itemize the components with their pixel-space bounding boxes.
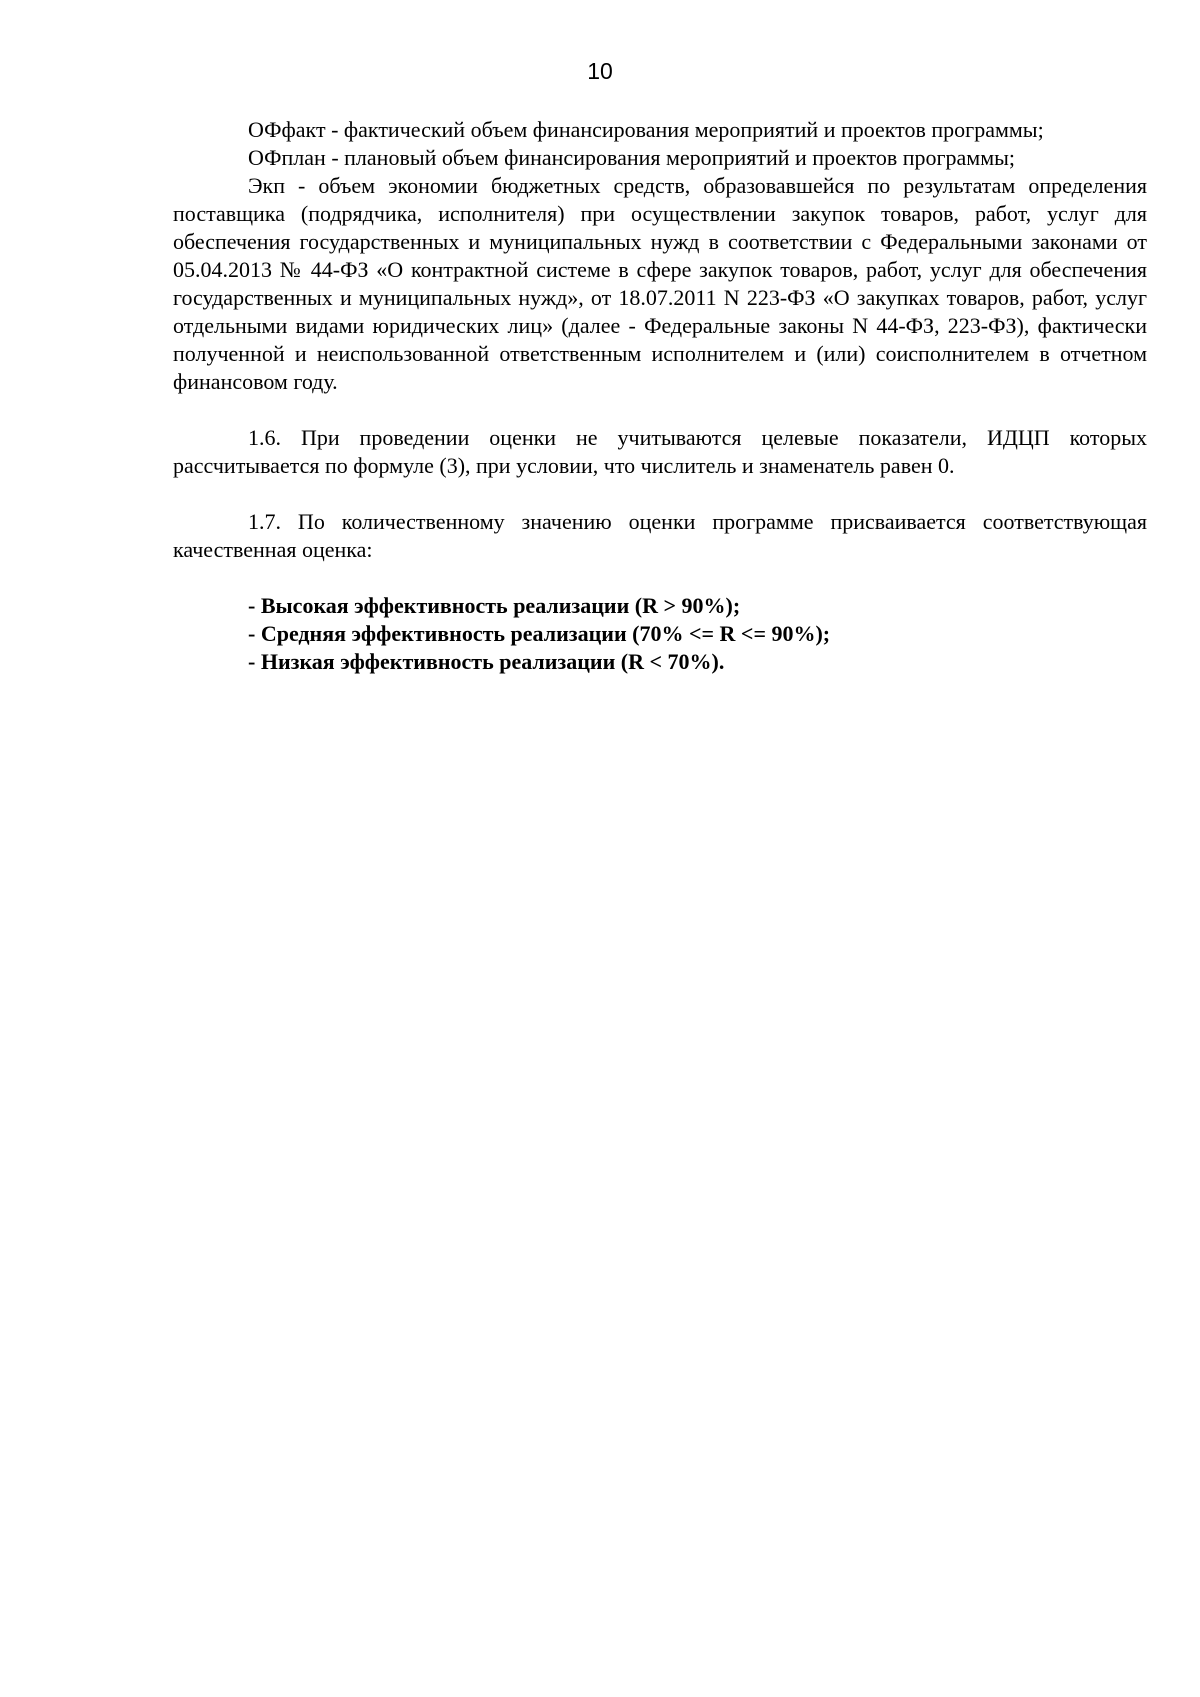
ratings-list: [173, 592, 1147, 676]
document-body: [173, 116, 1147, 676]
clause-1-7: 1.7. По количественному значению оценки программе присваивается соответствующая качественная оценка:: [173, 509, 1147, 562]
definition-ofplan: ОФплан - плановый объем финансирования мероприятий и проектов программы;: [248, 145, 1016, 170]
clause-1-6: 1.6. При проведении оценки не учитываются целевые показатели, ИДЦП которых рассчитывается по формуле (3), при условии, что числитель и знаменатель равен 0.: [173, 425, 1147, 478]
rating-low: - Низкая эффективность реализации (R < 70%).: [248, 649, 725, 674]
rating-high: - Высокая эффективность реализации (R > 90%);: [248, 593, 741, 618]
definition-ekp: Экп - объем экономии бюджетных средств, образовавшейся по результатам определения поставщика (подрядчика, исполнителя) при осуществлении закупок товаров, работ, услуг для обеспечения государственных и муниципальных нужд в соответствии с Федеральными законами от 05.04.2013 № 44-ФЗ «О контрактной системе в сфере закупок товаров, работ, услуг для обеспечения государственных и муниципальных нужд», от 18.07.2011 N 223-ФЗ «О закупках товаров, работ, услуг отдельными видами юридических лиц» (далее - Федеральные законы N 44-ФЗ, 223-ФЗ), фактически полученной и неиспользованной ответственным исполнителем и (или) соисполнителем в отчетном финансовом году.: [173, 173, 1147, 394]
rating-medium: - Средняя эффективность реализации (70% <= R <= 90%);: [248, 621, 831, 646]
page-number: 10: [587, 58, 613, 84]
definition-offakt: ОФфакт - фактический объем финансирования мероприятий и проектов программы;: [248, 117, 1044, 142]
